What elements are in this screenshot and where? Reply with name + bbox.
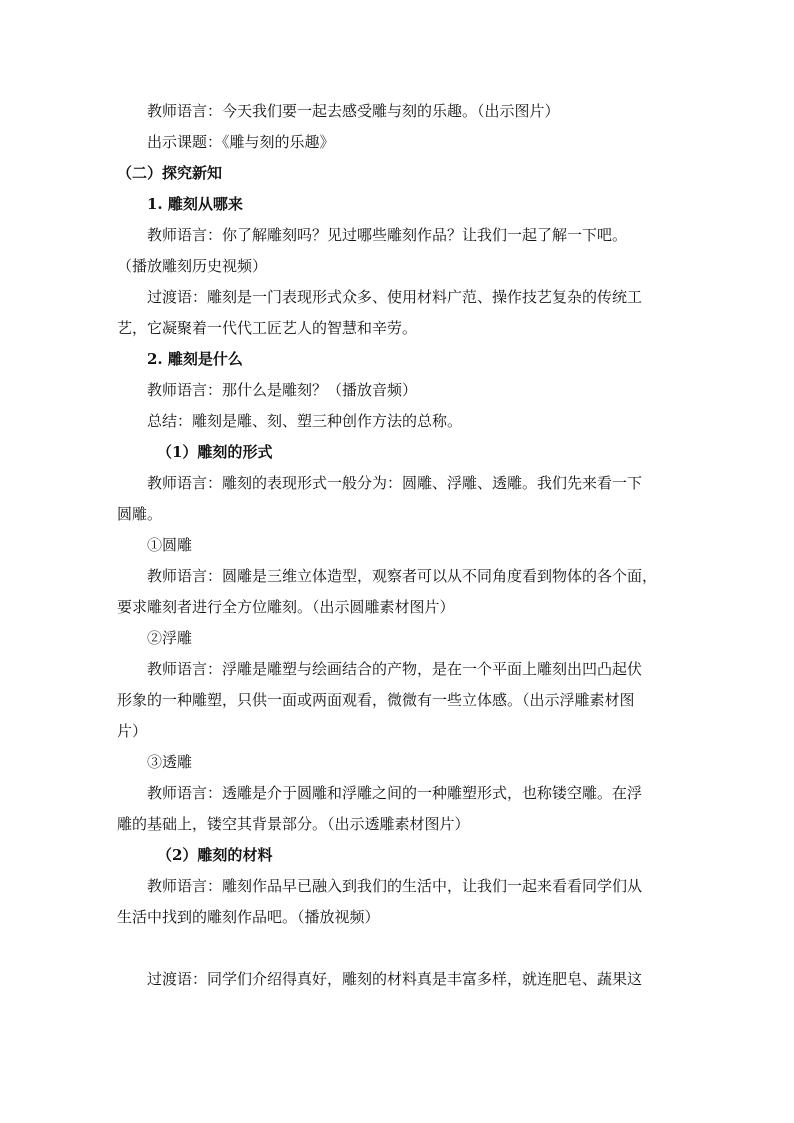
paragraph-line: 要求雕刻者进行全方位雕刻。（出示圆雕素材图片） bbox=[117, 598, 455, 616]
paragraph-line: 教师语言：透雕是介于圆雕和浮雕之间的一种雕塑形式，也称镂空雕。在浮 bbox=[147, 784, 643, 802]
paragraph-line: 生活中找到的雕刻作品吧。（播放视频） bbox=[117, 908, 380, 926]
paragraph-line: 出示课题：《雕与刻的乐趣》 bbox=[147, 133, 335, 151]
paragraph-line: 形象的一种雕塑，只供一面或两面观看，微微有一些立体感。（出示浮雕素材图 bbox=[117, 691, 635, 709]
subsection-heading: 2. 雕刻是什么 bbox=[147, 350, 243, 368]
paragraph-line: 教师语言：浮雕是雕塑与绘画结合的产物，是在一个平面上雕刻出凹凸起伏 bbox=[147, 660, 643, 678]
paragraph-line: 艺，它凝聚着一代代工匠艺人的智慧和辛劳。 bbox=[117, 319, 418, 337]
paragraph-line: （播放雕刻历史视频） bbox=[117, 257, 268, 275]
paragraph-line: 片） bbox=[117, 722, 148, 740]
blank-line bbox=[117, 933, 679, 964]
list-item-label: ③透雕 bbox=[147, 753, 193, 771]
paragraph-line: 过渡语：雕刻是一门表现形式众多、使用材料广范、操作技艺复杂的传统工 bbox=[147, 288, 643, 306]
paragraph-line: 圆雕。 bbox=[117, 505, 163, 523]
subsection-heading: （2）雕刻的材料 bbox=[157, 846, 273, 864]
paragraph-line: 教师语言：今天我们要一起去感受雕与刻的乐趣。（出示图片） bbox=[147, 102, 560, 120]
paragraph-line: 总结：雕刻是雕、刻、塑三种创作方法的总称。 bbox=[147, 412, 463, 430]
paragraph-line: 教师语言：圆雕是三维立体造型，观察者可以从不同角度看到物体的各个面， bbox=[147, 567, 658, 585]
paragraph-line: 过渡语：同学们介绍得真好，雕刻的材料真是丰富多样，就连肥皂、蔬果这 bbox=[147, 970, 643, 988]
document-page bbox=[117, 96, 679, 995]
subsection-heading: 1. 雕刻从哪来 bbox=[147, 195, 243, 213]
paragraph-line: 雕的基础上，镂空其背景部分。（出示透雕素材图片） bbox=[117, 815, 470, 833]
subsection-heading: （1）雕刻的形式 bbox=[157, 443, 273, 461]
section-heading: （二）探究新知 bbox=[117, 164, 223, 182]
paragraph-line: 教师语言：那什么是雕刻？（播放音频） bbox=[147, 381, 418, 399]
list-item-label: ②浮雕 bbox=[147, 629, 193, 647]
paragraph-line: 教师语言：雕刻的表现形式一般分为：圆雕、浮雕、透雕。我们先来看一下 bbox=[147, 474, 643, 492]
paragraph-line: 教师语言：雕刻作品早已融入到我们的生活中，让我们一起来看看同学们从 bbox=[147, 877, 643, 895]
list-item-label: ①圆雕 bbox=[147, 536, 193, 554]
paragraph-line: 教师语言：你了解雕刻吗？见过哪些雕刻作品？让我们一起了解一下吧。 bbox=[147, 226, 628, 244]
